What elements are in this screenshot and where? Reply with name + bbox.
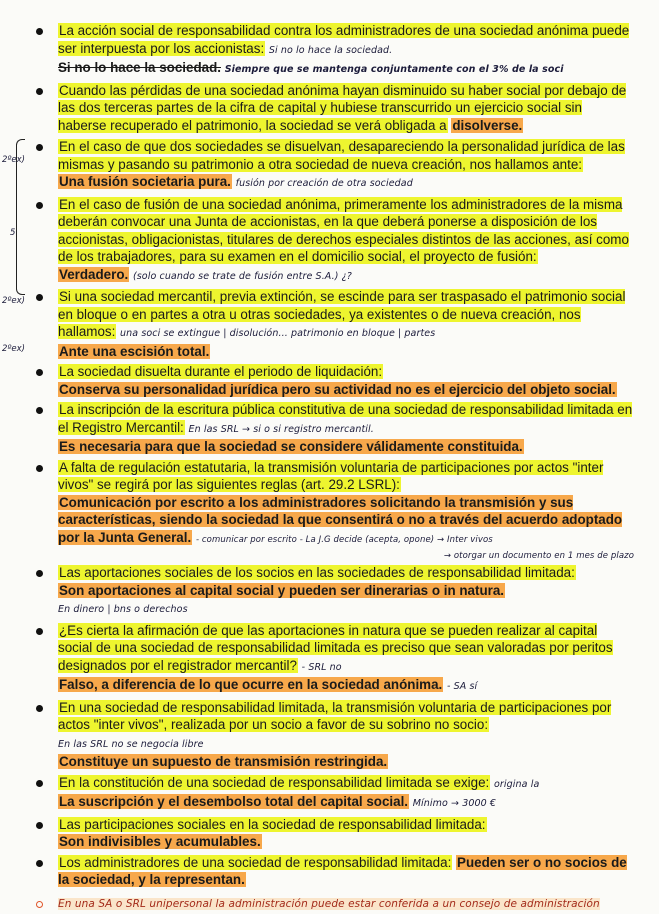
margin-note-1: 2ºex) [2, 155, 25, 165]
question-text: En el caso de que dos sociedades se disuelvan, desapareciendo la personalidad jurídica de las mismas y pasando su patrimonio a otra sociedad de nueva creación, nos hallamos ante: [58, 139, 625, 172]
handwritten-note: En las SRL no se negocia libre [58, 738, 204, 750]
bullet [36, 28, 43, 35]
question-text: En el caso de fusión de una sociedad anónima, primeramente los administradores de la misma deberán convocar una Junta de accionistas, en la que deberá ponerse a disposición de los accionistas, obligacionistas, titulares de derechos especiales distintos de las acciones, así como de los trabajadores, para su examen en el domicilio social, el proyecto de fusión: [58, 196, 629, 264]
list-item [34, 895, 634, 912]
margin-note-3: 2ºex) [2, 344, 25, 354]
handwritten-note: origina la [494, 778, 540, 790]
list-item [34, 22, 634, 79]
question-text: La acción social de responsabilidad contra los administradores de una sociedad anónima puede ser interpuesta por los accionistas: [58, 23, 630, 56]
handwritten-note: → otorgar un documento en 1 mes de plazo [443, 551, 634, 561]
question-text: La sociedad disuelta durante el periodo de liquidación: [59, 364, 383, 379]
list-item [34, 774, 634, 813]
handwritten-note: - comunicar por escrito - La J.G decide (acepta, opone) → Inter vivos [195, 534, 493, 545]
question-list [34, 22, 634, 914]
question-text: ¿Es cierta la afirmación de que las aportaciones in natura que se pueden realizar al capital social de una sociedad de responsabilidad limitada es preciso que sean valoradas por peritos designados por el registrador mercantil? [58, 622, 613, 673]
answer-text: Son indivisibles y acumulables. [59, 834, 261, 849]
bullet [36, 705, 43, 712]
list-item [34, 138, 634, 193]
bullet [36, 570, 43, 577]
bullet [36, 369, 43, 376]
answer-text: disolverse. [452, 117, 523, 133]
question-text: Si una sociedad mercantil, previa extinción, se escinde para ser traspasado el patrimonio social en bloque o en partes a otra u otras sociedades, ya existentes o de nueva creación, nos hallamos: [58, 289, 626, 339]
answer-text: Conserva su personalidad jurídica pero su actividad no es el ejercicio del objeto social. [59, 381, 616, 397]
answer-text: Ante una escisión total. [59, 343, 210, 359]
list-item [34, 459, 634, 562]
question-text: A falta de regulación estatutaria, la transmisión voluntaria de participaciones por actos "inter vivos" se regirá por las siguientes reglas (art. 29.2 LSRL): [58, 459, 604, 492]
list-item [34, 196, 634, 286]
bullet [36, 822, 43, 829]
question-text: La inscripción de la escritura pública constitutiva de una sociedad de responsabilidad limitada en el Registro Mercantil: [58, 402, 633, 435]
bullet [36, 780, 43, 787]
list-item [34, 363, 634, 398]
bullet [36, 628, 43, 635]
answer-text: Comunicación por escrito a los administradores solicitando la transmisión y sus características, siendo la sociedad la que consentirá o no a través del acuerdo adoptado por la Junta General. [58, 494, 623, 545]
bullet [36, 294, 43, 301]
answer-text: Es necesaria para que la sociedad se considere válidamente constituida. [59, 439, 523, 454]
list-item [34, 816, 634, 851]
bullet [36, 144, 43, 151]
handwritten-note: - SA sí [446, 681, 478, 692]
list-item [34, 699, 634, 771]
question-text: En una sociedad de responsabilidad limitada, la transmisión voluntaria de participaciones por actos "inter vivos", realizada por un socio a favor de su sobrino no socio: [58, 699, 612, 732]
question-text: Las aportaciones sociales de los socios en las sociedades de responsabilidad limitada: [59, 565, 575, 580]
answer-text: Si no lo hace la sociedad. [58, 60, 221, 75]
handwritten-note: En una SA o SRL unipersonal la administración puede estar conferida a un consejo de administración [58, 897, 600, 910]
question-text: En la constitución de una sociedad de responsabilidad limitada se exige: [59, 774, 490, 790]
answer-text: Constituye un supuesto de transmisión restringida. [59, 754, 388, 769]
bullet [36, 407, 43, 414]
list-item [34, 854, 634, 889]
handwritten-note: Si no lo hace la sociedad. [268, 44, 393, 56]
answer-text: Pueden ser o no socios de la sociedad, y la representan. [58, 854, 627, 887]
question-text: Cuando las pérdidas de una sociedad anónima hayan disminuido su haber social por debajo de las dos terceras partes de la cifra de capital y hubiese transcurrido un ejercicio social sin haberse recuperado el patrimonio, la sociedad se verá obligada a [58, 82, 627, 133]
question-text: Las participaciones sociales en la sociedad de responsabilidad limitada: [59, 816, 486, 832]
bullet [36, 901, 43, 908]
handwritten-note: Mínimo → 3000 € [412, 798, 497, 809]
margin-note-4: 5 [10, 228, 16, 238]
handwritten-note: una soci se extingue | disolución... patrimonio en bloque | partes [120, 328, 436, 339]
list-item [34, 82, 634, 135]
bullet [36, 88, 43, 95]
answer-text: Una fusión societaria pura. [59, 174, 231, 189]
handwritten-note: (solo cuando se trate de fusión entre S.A.) ¿? [132, 270, 352, 282]
handwritten-note: Siempre que se mantenga conjuntamente con el 3% de la soci [224, 64, 564, 75]
question-text: Los administradores de una sociedad de responsabilidad limitada: [59, 854, 452, 870]
handwritten-note: En las SRL → si o si registro mercantil. [188, 423, 374, 435]
handwritten-note: En dinero | bns o derechos [58, 604, 188, 615]
answer-text: La suscripción y el desembolso total del capital social. [59, 794, 409, 809]
answer-text: Falso, a diferencia de lo que ocurre en la sociedad anónima. [59, 677, 443, 692]
handwritten-note: fusión por creación de otra sociedad [235, 178, 413, 189]
answer-text: Son aportaciones al capital social y pueden ser dinerarias o in natura. [59, 582, 505, 598]
list-item [34, 401, 634, 456]
bullet [36, 465, 43, 472]
list-item [34, 622, 634, 696]
handwritten-note: - SRL no [301, 661, 342, 673]
margin-note-2: 2ºex) [2, 296, 25, 306]
bullet [36, 860, 43, 867]
bullet [36, 202, 43, 209]
list-item [34, 564, 634, 619]
list-item [34, 288, 634, 360]
answer-text: Verdadero. [59, 266, 129, 282]
